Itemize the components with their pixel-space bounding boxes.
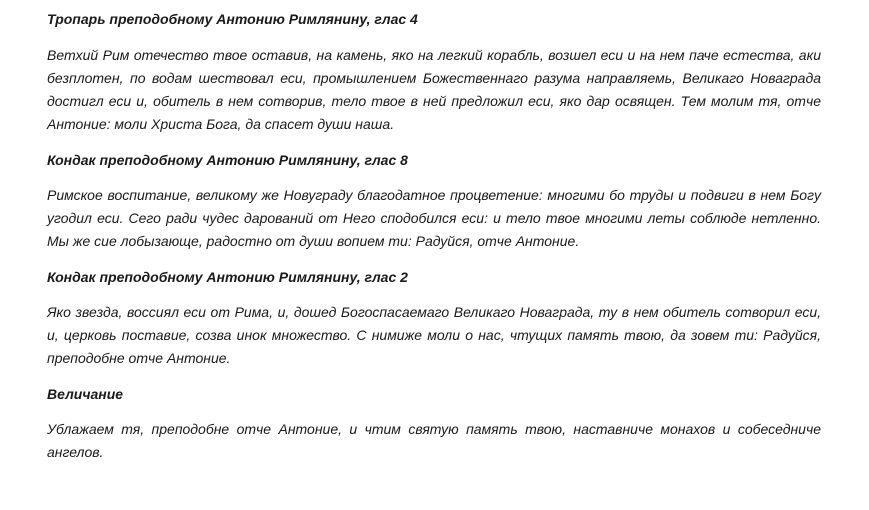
magnification-text: Ублажаем тя, преподобне отче Антоние, и чтим святую память твою, наставниче монахов и собеседниче ангелов. (47, 421, 821, 460)
kontakion-8-text: Римское воспитание, великому же Новуграду благодатное процветение: многими бо труды и подвиги в нем Богу угодил еси. Сего ради чудес дарований от Него сподобился еси: и тело твое многими леты соблюде нетленно. Мы же сие лобызающе, радостно от души вопием ти: Радуйся, отче Антоние. (47, 187, 821, 249)
troparion-heading: Тропарь преподобному Антонию Римлянину, глас 4 (47, 11, 418, 27)
kontakion-2-heading: Кондак преподобному Антонию Римлянину, глас 2 (47, 269, 408, 285)
kontakion-8-heading: Кондак преподобному Антонию Римлянину, глас 8 (47, 152, 408, 168)
kontakion-2-text: Яко звезда, воссиял еси от Рима, и, дошед Богоспасаемаго Великаго Новаграда, ту в нем обитель сотворил еси, и, церковь поставие, созва инок множество. С нимиже моли о нас, чтущих память твою, да зовем ти: Радуйся, преподобне отче Антоние. (47, 304, 821, 366)
troparion-text: Ветхий Рим отечество твое оставив, на камень, яко на легкий корабль, возшел еси и на нем паче естества, аки безплотен, по водам шествовал еси, промышлением Божественнаго разума направляемь, Великаго Новаграда достигл еси и, обитель в нем сотворив, тело твое в ней предложил еси, яко дар освящен. Тем молим тя, отче Антоние: моли Христа Бога, да спасет души наша. (47, 47, 821, 132)
magnification-heading: Величание (47, 386, 124, 402)
